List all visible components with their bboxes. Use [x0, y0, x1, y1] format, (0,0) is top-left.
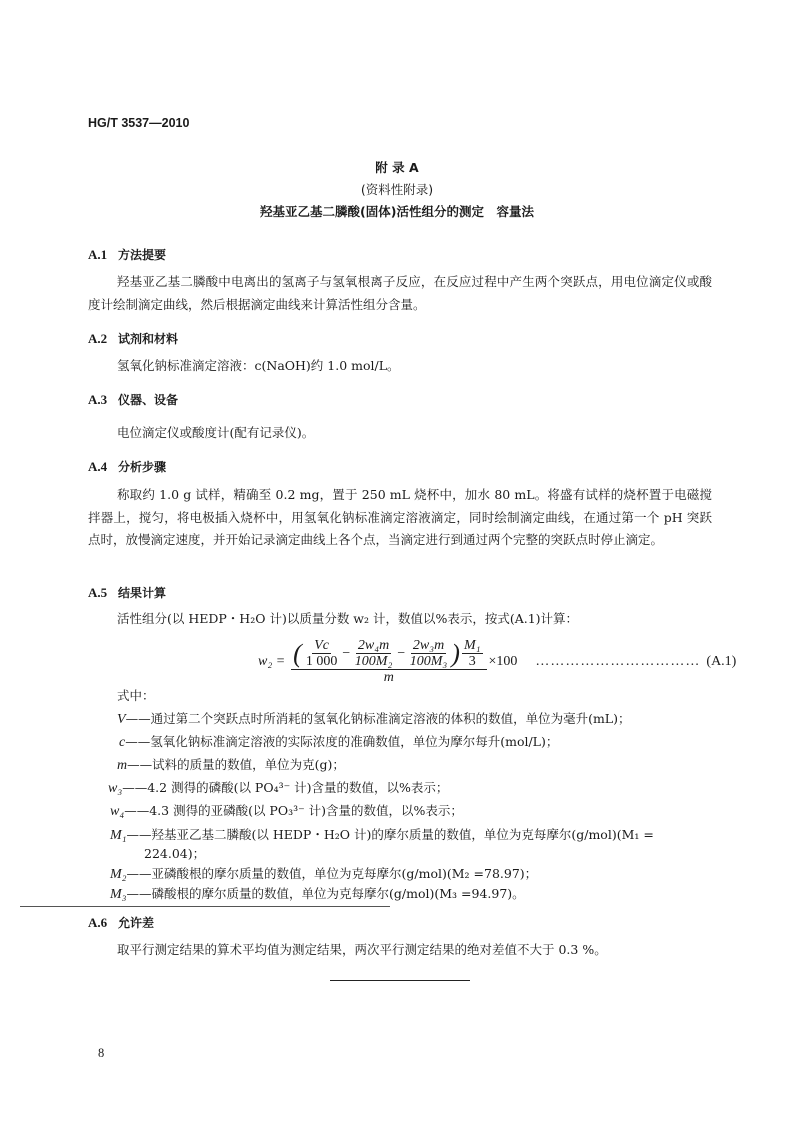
term-denominator: 100M₂ [354, 654, 393, 669]
term-numerator: Vc [314, 638, 329, 653]
definition-item [117, 709, 630, 728]
definition-item [119, 732, 558, 751]
symbol: M₁ [110, 828, 127, 843]
standard-number: HG/T 3537—2010 [88, 116, 190, 130]
section-title: 仪器、设备 [118, 393, 179, 407]
section-text-a5: 活性组分(以 HEDP・H₂O 计)以质量分数 w₂ 计，数值以%表示，按式(A.1)计算： [117, 611, 579, 626]
main-fraction [291, 638, 486, 685]
symbol: V [117, 712, 126, 727]
definition-text: ——氢氧化钠标准滴定溶液的实际浓度的准确数值，单位为摩尔每升(mol/L)； [125, 734, 559, 749]
annex-title: 附 录 A [375, 160, 419, 175]
annex-type: (资料性附录) [360, 182, 434, 197]
formula-a1 [258, 638, 736, 685]
left-paren: ( [293, 638, 302, 668]
section-text-a1: 羟基亚乙基二膦酸中电离出的氢离子与氢氧根离子反应，在反应过程中产生两个突跃点，用电位滴定仪或酸度计绘制滴定曲线，然后根据滴定曲线来计算活性组分含量。 [88, 274, 712, 312]
section-number: A.4 [88, 459, 108, 474]
definition-text: ——羟基亚乙基二膦酸(以 HEDP・H₂O 计)的摩尔质量的数值，单位为克每摩尔(g/mol)(M₁ = [126, 827, 654, 842]
formula-lhs: w₂ = [258, 653, 286, 669]
equation-label: (A.1) [706, 653, 737, 669]
numerator: ( $\frac{Vc}{1 000}$ − $\frac{\text{2w₄m}}{\text{100M₂}}$ − $\frac{\text{2w₃m}}{\text{100M₃}}$ ) $\frac{\text{M₁}}{3}$ [291, 638, 486, 670]
fraction-term [462, 638, 483, 669]
section-title: 分析步骤 [118, 460, 167, 474]
section-title: 试剂和材料 [118, 332, 179, 346]
symbol: w₃ [108, 781, 123, 796]
end-rule [330, 980, 470, 981]
section-number: A.2 [88, 331, 108, 346]
definition-item [110, 825, 654, 844]
term-numerator: M₁ [463, 638, 481, 653]
term-denominator: 100M₃ [409, 654, 448, 669]
fraction-term [304, 638, 340, 669]
section-number: A.5 [88, 585, 108, 600]
definition-text: ——4.3 测得的亚磷酸(以 PO₃³⁻ 计)含量的数值，以%表示； [124, 803, 463, 818]
denominator: m [383, 670, 394, 685]
definition-item [108, 778, 448, 797]
section-title: 方法提要 [118, 248, 167, 262]
term-numerator: 2w₄m [357, 638, 390, 653]
fraction-term [353, 638, 395, 669]
definition-item [110, 801, 463, 820]
scan-artifact-line [20, 906, 390, 907]
symbol: m [117, 758, 128, 773]
right-paren: ) [451, 638, 460, 668]
section-number: A.6 [88, 915, 108, 930]
definition-item [110, 864, 537, 883]
section-title: 结果计算 [118, 586, 167, 600]
section-heading-a3 [88, 391, 178, 408]
definition-continuation: 224.04)； [144, 846, 206, 861]
symbol: M₂ [110, 867, 127, 882]
symbol: w₄ [110, 804, 125, 819]
symbol: c [119, 735, 126, 750]
section-number: A.3 [88, 392, 108, 407]
definition-text: ——亚磷酸根的摩尔质量的数值，单位为克每摩尔(g/mol)(M₂ =78.97)； [126, 866, 538, 881]
annex-subject: 羟基亚乙基二膦酸(固体)活性组分的测定 容量法 [260, 204, 534, 219]
definition-text: ——磷酸根的摩尔质量的数值，单位为克每摩尔(g/mol)(M₃ =94.97)。 [126, 886, 525, 901]
section-heading-a1 [88, 246, 166, 263]
definition-text: ——通过第二个突跃点时所消耗的氢氧化钠标准滴定溶液的体积的数值，单位为毫升(mL)； [125, 711, 631, 726]
definition-text: ——试料的质量的数值，单位为克(g)； [127, 757, 345, 772]
definition-item [110, 884, 525, 903]
section-heading-a4 [88, 458, 166, 475]
term-denominator: 1 000 [305, 654, 338, 669]
formula-multiplier: ×100 [488, 653, 518, 669]
term-denominator: 3 [468, 654, 476, 669]
where-label: 式中： [117, 688, 155, 703]
symbol: M₃ [110, 887, 127, 902]
leader-dots: …………………………… [535, 653, 701, 669]
section-text-a3: 电位滴定仪或酸度计(配有记录仪)。 [117, 425, 315, 440]
section-heading-a2 [88, 330, 178, 347]
definition-text: ——4.2 测得的磷酸(以 PO₄³⁻ 计)含量的数值，以%表示； [122, 780, 449, 795]
definition-item [117, 755, 345, 774]
section-title: 允许差 [118, 916, 155, 930]
term-numerator: 2w₃m [412, 638, 445, 653]
section-text-a4: 称取约 1.0 g 试样，精确至 0.2 mg，置于 250 mL 烧杯中，加水 80 mL。将盛有试样的烧杯置于电磁搅拌器上，搅匀，将电极插入烧杯中，用氢氧化钠标准滴定溶液滴定，同时绘制滴定曲线，在通过第一个 pH 突跃点时，放慢滴定速度，并开始记录滴定曲线上各个点，当滴定进行到通过两个完整的突跃点时停止滴定。 [88, 487, 712, 547]
fraction-term [408, 638, 450, 669]
section-heading-a6 [88, 914, 154, 931]
section-text-a6: 取平行测定结果的算术平均值为测定结果，两次平行测定结果的绝对差值不大于 0.3 %。 [117, 942, 607, 957]
section-text-a2: 氢氧化钠标准滴定溶液：c(NaOH)约 1.0 mol/L。 [117, 358, 400, 373]
page-number: 8 [98, 1046, 105, 1060]
section-heading-a5 [88, 584, 166, 601]
section-number: A.1 [88, 247, 108, 262]
